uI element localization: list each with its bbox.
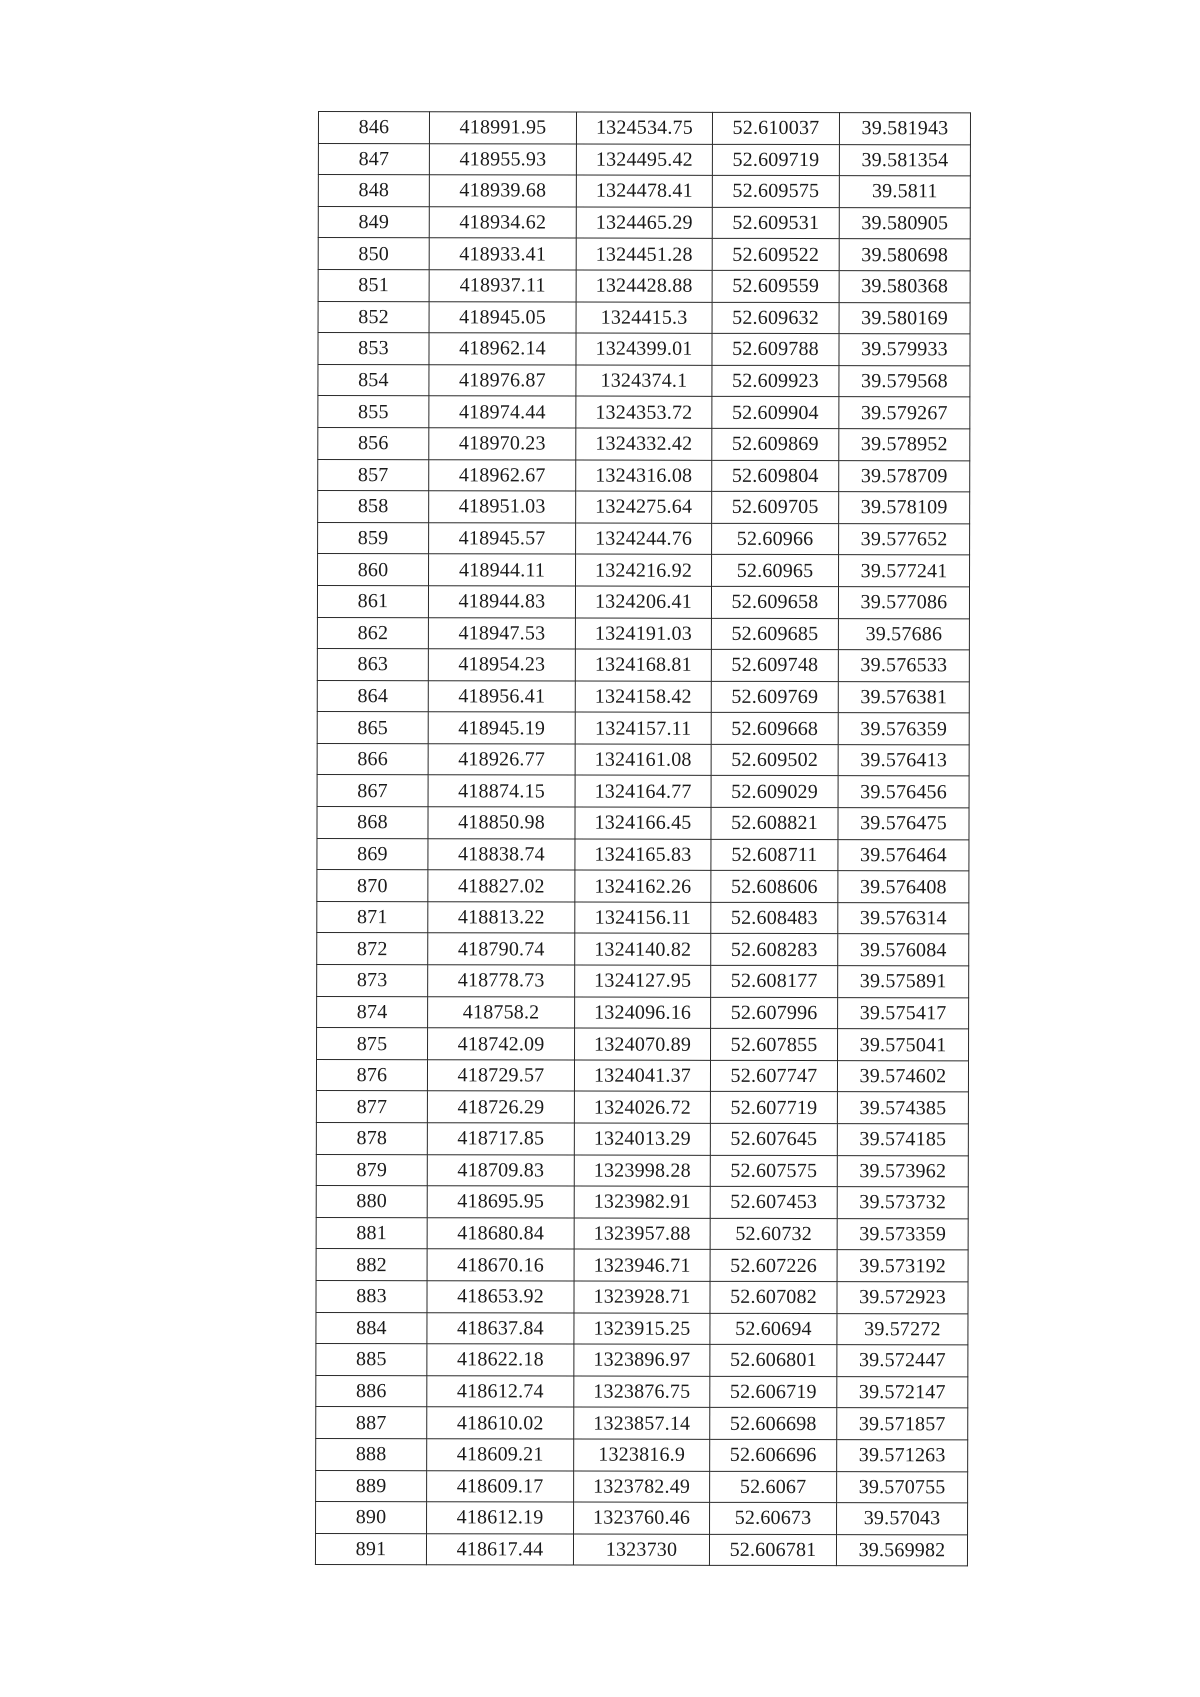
- latitude-cell: 52.606696: [710, 1439, 837, 1471]
- y-coordinate-cell: 1324399.01: [576, 333, 712, 365]
- latitude-cell: 52.609522: [712, 239, 839, 271]
- x-coordinate-cell: 418945.05: [429, 301, 576, 333]
- table-row: [317, 712, 969, 745]
- table-row: [317, 1028, 969, 1061]
- latitude-cell: 52.609502: [711, 744, 838, 776]
- x-coordinate-cell: 418974.44: [429, 396, 576, 428]
- y-coordinate-cell: 1324478.41: [576, 175, 712, 207]
- longitude-cell: 39.573962: [837, 1155, 968, 1187]
- longitude-cell: 39.577652: [839, 523, 970, 555]
- point-number-cell: 880: [316, 1186, 427, 1218]
- table-row: [316, 1312, 968, 1345]
- y-coordinate-cell: 1324041.37: [574, 1060, 710, 1092]
- table-row: [316, 1122, 968, 1155]
- x-coordinate-cell: 418670.16: [427, 1249, 574, 1281]
- point-number-cell: 855: [318, 396, 429, 428]
- latitude-cell: 52.607575: [710, 1155, 837, 1187]
- longitude-cell: 39.580905: [839, 207, 970, 239]
- latitude-cell: 52.609575: [712, 176, 839, 208]
- x-coordinate-cell: 418956.41: [428, 680, 575, 712]
- table-row: [318, 238, 970, 271]
- table-row: [317, 617, 969, 650]
- y-coordinate-cell: 1324158.42: [575, 681, 711, 713]
- y-coordinate-cell: 1324451.28: [576, 238, 712, 270]
- longitude-cell: 39.579568: [839, 365, 970, 397]
- y-coordinate-cell: 1324206.41: [575, 586, 711, 618]
- table-row: [318, 269, 970, 302]
- point-number-cell: 854: [318, 364, 429, 396]
- table-row: [316, 1280, 968, 1313]
- y-coordinate-cell: 1324166.45: [575, 807, 711, 839]
- x-coordinate-cell: 418970.23: [429, 428, 576, 460]
- latitude-cell: 52.609923: [712, 365, 839, 397]
- latitude-cell: 52.609668: [711, 713, 838, 745]
- table-row: [318, 427, 970, 460]
- table-row: [318, 206, 970, 239]
- longitude-cell: 39.574602: [837, 1060, 968, 1092]
- longitude-cell: 39.575891: [838, 966, 969, 998]
- point-number-cell: 865: [317, 712, 428, 744]
- x-coordinate-cell: 418680.84: [427, 1218, 574, 1250]
- point-number-cell: 860: [318, 554, 429, 586]
- y-coordinate-cell: 1324162.26: [575, 870, 711, 902]
- x-coordinate-cell: 418790.74: [428, 933, 575, 965]
- point-number-cell: 887: [316, 1407, 427, 1439]
- latitude-cell: 52.609769: [711, 681, 838, 713]
- latitude-cell: 52.607645: [710, 1123, 837, 1155]
- point-number-cell: 886: [316, 1375, 427, 1407]
- latitude-cell: 52.606801: [710, 1344, 837, 1376]
- x-coordinate-cell: 418726.29: [427, 1091, 574, 1123]
- x-coordinate-cell: 418813.22: [428, 902, 575, 934]
- latitude-cell: 52.606698: [710, 1408, 837, 1440]
- point-number-cell: 875: [317, 1028, 428, 1060]
- latitude-cell: 52.609531: [712, 207, 839, 239]
- latitude-cell: 52.608606: [711, 871, 838, 903]
- table-row: [318, 301, 970, 334]
- y-coordinate-cell: 1324157.11: [575, 712, 711, 744]
- table-row: [316, 1407, 968, 1440]
- coordinates-table: [315, 111, 971, 1567]
- longitude-cell: 39.581943: [839, 113, 970, 145]
- x-coordinate-cell: 418951.03: [429, 491, 576, 523]
- longitude-cell: 39.576381: [838, 681, 969, 713]
- latitude-cell: 52.607855: [711, 1029, 838, 1061]
- longitude-cell: 39.577086: [838, 586, 969, 618]
- y-coordinate-cell: 1323998.28: [574, 1155, 710, 1187]
- longitude-cell: 39.580698: [839, 239, 970, 271]
- x-coordinate-cell: 418947.53: [428, 617, 575, 649]
- table-row: [316, 1375, 968, 1408]
- latitude-cell: 52.609869: [712, 428, 839, 460]
- latitude-cell: 52.606719: [710, 1376, 837, 1408]
- point-number-cell: 864: [317, 680, 428, 712]
- latitude-cell: 52.607719: [710, 1092, 837, 1124]
- y-coordinate-cell: 1324140.82: [575, 933, 711, 965]
- y-coordinate-cell: 1324191.03: [575, 618, 711, 650]
- longitude-cell: 39.576456: [838, 776, 969, 808]
- y-coordinate-cell: 1324495.42: [576, 144, 712, 176]
- y-coordinate-cell: 1323928.71: [574, 1281, 710, 1313]
- y-coordinate-cell: 1324070.89: [575, 1028, 711, 1060]
- x-coordinate-cell: 418944.11: [429, 554, 576, 586]
- x-coordinate-cell: 418944.83: [428, 586, 575, 618]
- y-coordinate-cell: 1324168.81: [575, 649, 711, 681]
- latitude-cell: 52.609685: [711, 618, 838, 650]
- y-coordinate-cell: 1323816.9: [574, 1439, 710, 1471]
- point-number-cell: 856: [318, 427, 429, 459]
- table-row: [317, 807, 969, 840]
- y-coordinate-cell: 1324013.29: [574, 1123, 710, 1155]
- point-number-cell: 853: [318, 333, 429, 365]
- longitude-cell: 39.575041: [838, 1029, 969, 1061]
- table-row: [318, 333, 970, 366]
- latitude-cell: 52.609029: [711, 776, 838, 808]
- point-number-cell: 890: [316, 1502, 427, 1534]
- latitude-cell: 52.607453: [710, 1187, 837, 1219]
- y-coordinate-cell: 1323782.49: [574, 1471, 710, 1503]
- longitude-cell: 39.578952: [839, 429, 970, 461]
- latitude-cell: 52.609719: [712, 144, 839, 176]
- y-coordinate-cell: 1324156.11: [575, 902, 711, 934]
- longitude-cell: 39.572923: [837, 1282, 968, 1314]
- y-coordinate-cell: 1324316.08: [576, 460, 712, 492]
- x-coordinate-cell: 418758.2: [428, 996, 575, 1028]
- point-number-cell: 862: [317, 617, 428, 649]
- point-number-cell: 871: [317, 901, 428, 933]
- y-coordinate-cell: 1324165.83: [575, 839, 711, 871]
- longitude-cell: 39.576408: [838, 871, 969, 903]
- y-coordinate-cell: 1324026.72: [574, 1091, 710, 1123]
- x-coordinate-cell: 418933.41: [429, 238, 576, 270]
- point-number-cell: 883: [316, 1280, 427, 1312]
- table-row: [316, 1154, 968, 1187]
- latitude-cell: 52.609748: [711, 649, 838, 681]
- longitude-cell: 39.57272: [837, 1313, 968, 1345]
- y-coordinate-cell: 1324534.75: [576, 112, 712, 144]
- x-coordinate-cell: 418945.19: [428, 712, 575, 744]
- point-number-cell: 874: [317, 996, 428, 1028]
- y-coordinate-cell: 1323760.46: [574, 1502, 710, 1534]
- point-number-cell: 852: [318, 301, 429, 333]
- longitude-cell: 39.580169: [839, 302, 970, 334]
- y-coordinate-cell: 1324353.72: [576, 396, 712, 428]
- x-coordinate-cell: 418729.57: [427, 1060, 574, 1092]
- point-number-cell: 851: [318, 269, 429, 301]
- point-number-cell: 888: [316, 1438, 427, 1470]
- longitude-cell: 39.579267: [839, 397, 970, 429]
- table-row: [317, 870, 969, 903]
- point-number-cell: 870: [317, 870, 428, 902]
- latitude-cell: 52.609632: [712, 302, 839, 334]
- table-row: [318, 459, 970, 492]
- point-number-cell: 872: [317, 933, 428, 965]
- table-row: [316, 1186, 968, 1219]
- point-number-cell: 879: [316, 1154, 427, 1186]
- point-number-cell: 867: [317, 775, 428, 807]
- table-row: [316, 1502, 968, 1535]
- x-coordinate-cell: 418742.09: [428, 1028, 575, 1060]
- latitude-cell: 52.608177: [711, 965, 838, 997]
- table-row: [318, 175, 970, 208]
- latitude-cell: 52.608821: [711, 807, 838, 839]
- x-coordinate-cell: 418717.85: [427, 1123, 574, 1155]
- x-coordinate-cell: 418610.02: [427, 1407, 574, 1439]
- point-number-cell: 885: [316, 1344, 427, 1376]
- table-row: [317, 996, 969, 1029]
- latitude-cell: 52.6067: [710, 1471, 837, 1503]
- longitude-cell: 39.569982: [836, 1534, 967, 1566]
- latitude-cell: 52.607747: [710, 1060, 837, 1092]
- table-row: [317, 965, 969, 998]
- point-number-cell: 850: [318, 238, 429, 270]
- latitude-cell: 52.610037: [712, 112, 839, 144]
- longitude-cell: 39.5811: [839, 176, 970, 208]
- table-row: [317, 933, 969, 966]
- y-coordinate-cell: 1324161.08: [575, 744, 711, 776]
- longitude-cell: 39.576314: [838, 902, 969, 934]
- point-number-cell: 849: [318, 206, 429, 238]
- y-coordinate-cell: 1323946.71: [574, 1249, 710, 1281]
- longitude-cell: 39.573359: [837, 1218, 968, 1250]
- latitude-cell: 52.606781: [709, 1534, 836, 1566]
- table-row: [318, 522, 970, 555]
- point-number-cell: 876: [316, 1059, 427, 1091]
- coordinates-table-body: [315, 112, 970, 1567]
- longitude-cell: 39.571263: [837, 1440, 968, 1472]
- table-row: [316, 1217, 968, 1250]
- x-coordinate-cell: 418609.17: [427, 1470, 574, 1502]
- table-row: [315, 1533, 967, 1566]
- latitude-cell: 52.608711: [711, 839, 838, 871]
- table-row: [316, 1344, 968, 1377]
- y-coordinate-cell: 1324275.64: [576, 491, 712, 523]
- table-row: [316, 1249, 968, 1282]
- longitude-cell: 39.576464: [838, 839, 969, 871]
- table-row: [317, 775, 969, 808]
- latitude-cell: 52.60965: [712, 555, 839, 587]
- table-row: [317, 585, 969, 618]
- longitude-cell: 39.574385: [837, 1092, 968, 1124]
- latitude-cell: 52.60732: [710, 1218, 837, 1250]
- x-coordinate-cell: 418827.02: [428, 870, 575, 902]
- x-coordinate-cell: 418934.62: [429, 207, 576, 239]
- table-row: [317, 680, 969, 713]
- table-row: [318, 143, 970, 176]
- x-coordinate-cell: 418962.14: [429, 333, 576, 365]
- point-number-cell: 884: [316, 1312, 427, 1344]
- latitude-cell: 52.609658: [711, 586, 838, 618]
- table-row: [318, 112, 970, 145]
- x-coordinate-cell: 418955.93: [429, 143, 576, 175]
- y-coordinate-cell: 1324244.76: [576, 523, 712, 555]
- table-row: [317, 838, 969, 871]
- y-coordinate-cell: 1324164.77: [575, 776, 711, 808]
- longitude-cell: 39.57686: [838, 618, 969, 650]
- longitude-cell: 39.572447: [837, 1345, 968, 1377]
- y-coordinate-cell: 1323915.25: [574, 1313, 710, 1345]
- x-coordinate-cell: 418991.95: [429, 112, 576, 144]
- x-coordinate-cell: 418709.83: [427, 1154, 574, 1186]
- latitude-cell: 52.609788: [712, 333, 839, 365]
- point-number-cell: 882: [316, 1249, 427, 1281]
- x-coordinate-cell: 418937.11: [429, 270, 576, 302]
- point-number-cell: 857: [318, 459, 429, 491]
- x-coordinate-cell: 418778.73: [428, 965, 575, 997]
- point-number-cell: 861: [317, 585, 428, 617]
- y-coordinate-cell: 1324465.29: [576, 207, 712, 239]
- x-coordinate-cell: 418695.95: [427, 1186, 574, 1218]
- y-coordinate-cell: 1323876.75: [574, 1376, 710, 1408]
- x-coordinate-cell: 418838.74: [428, 838, 575, 870]
- y-coordinate-cell: 1324428.88: [576, 270, 712, 302]
- longitude-cell: 39.573732: [837, 1187, 968, 1219]
- point-number-cell: 873: [317, 965, 428, 997]
- point-number-cell: 891: [315, 1533, 426, 1565]
- longitude-cell: 39.57043: [837, 1503, 968, 1535]
- table-row: [316, 1091, 968, 1124]
- longitude-cell: 39.576533: [838, 650, 969, 682]
- longitude-cell: 39.576413: [838, 744, 969, 776]
- table-row: [316, 1470, 968, 1503]
- x-coordinate-cell: 418617.44: [426, 1533, 573, 1565]
- x-coordinate-cell: 418622.18: [427, 1344, 574, 1376]
- x-coordinate-cell: 418976.87: [429, 364, 576, 396]
- y-coordinate-cell: 1323982.91: [574, 1186, 710, 1218]
- point-number-cell: 869: [317, 838, 428, 870]
- x-coordinate-cell: 418945.57: [429, 522, 576, 554]
- latitude-cell: 52.607996: [711, 997, 838, 1029]
- latitude-cell: 52.60694: [710, 1313, 837, 1345]
- x-coordinate-cell: 418954.23: [428, 649, 575, 681]
- longitude-cell: 39.576084: [838, 934, 969, 966]
- x-coordinate-cell: 418612.19: [427, 1502, 574, 1534]
- point-number-cell: 847: [318, 143, 429, 175]
- y-coordinate-cell: 1323730: [573, 1534, 709, 1566]
- point-number-cell: 859: [318, 522, 429, 554]
- latitude-cell: 52.609904: [712, 397, 839, 429]
- point-number-cell: 848: [318, 175, 429, 207]
- x-coordinate-cell: 418612.74: [427, 1375, 574, 1407]
- longitude-cell: 39.576475: [838, 808, 969, 840]
- y-coordinate-cell: 1323957.88: [574, 1218, 710, 1250]
- y-coordinate-cell: 1324374.1: [576, 365, 712, 397]
- table-row: [316, 1438, 968, 1471]
- point-number-cell: 881: [316, 1217, 427, 1249]
- x-coordinate-cell: 418962.67: [429, 459, 576, 491]
- longitude-cell: 39.575417: [838, 997, 969, 1029]
- table-row: [318, 491, 970, 524]
- y-coordinate-cell: 1324127.95: [575, 965, 711, 997]
- y-coordinate-cell: 1323896.97: [574, 1344, 710, 1376]
- point-number-cell: 877: [316, 1091, 427, 1123]
- longitude-cell: 39.573192: [837, 1250, 968, 1282]
- y-coordinate-cell: 1324415.3: [576, 302, 712, 334]
- y-coordinate-cell: 1324332.42: [576, 428, 712, 460]
- point-number-cell: 846: [318, 112, 429, 144]
- point-number-cell: 858: [318, 491, 429, 523]
- y-coordinate-cell: 1324096.16: [575, 997, 711, 1029]
- point-number-cell: 889: [316, 1470, 427, 1502]
- y-coordinate-cell: 1324216.92: [576, 554, 712, 586]
- latitude-cell: 52.60673: [710, 1502, 837, 1534]
- longitude-cell: 39.578709: [839, 460, 970, 492]
- latitude-cell: 52.609559: [712, 270, 839, 302]
- table-row: [317, 901, 969, 934]
- longitude-cell: 39.579933: [839, 334, 970, 366]
- latitude-cell: 52.60966: [712, 523, 839, 555]
- longitude-cell: 39.572147: [837, 1376, 968, 1408]
- x-coordinate-cell: 418926.77: [428, 744, 575, 776]
- longitude-cell: 39.581354: [839, 144, 970, 176]
- longitude-cell: 39.571857: [837, 1408, 968, 1440]
- x-coordinate-cell: 418637.84: [427, 1312, 574, 1344]
- table-row: [316, 1059, 968, 1092]
- longitude-cell: 39.570755: [837, 1471, 968, 1503]
- latitude-cell: 52.609804: [712, 460, 839, 492]
- table-row: [317, 743, 969, 776]
- point-number-cell: 866: [317, 743, 428, 775]
- longitude-cell: 39.578109: [839, 492, 970, 524]
- longitude-cell: 39.580368: [839, 271, 970, 303]
- longitude-cell: 39.576359: [838, 713, 969, 745]
- y-coordinate-cell: 1323857.14: [574, 1407, 710, 1439]
- table-row: [318, 396, 970, 429]
- point-number-cell: 878: [316, 1122, 427, 1154]
- latitude-cell: 52.609705: [712, 491, 839, 523]
- longitude-cell: 39.574185: [837, 1124, 968, 1156]
- latitude-cell: 52.608483: [711, 902, 838, 934]
- x-coordinate-cell: 418653.92: [427, 1281, 574, 1313]
- table-row: [317, 649, 969, 682]
- x-coordinate-cell: 418874.15: [428, 775, 575, 807]
- x-coordinate-cell: 418939.68: [429, 175, 576, 207]
- table-row: [318, 554, 970, 587]
- x-coordinate-cell: 418609.21: [427, 1439, 574, 1471]
- longitude-cell: 39.577241: [839, 555, 970, 587]
- latitude-cell: 52.608283: [711, 934, 838, 966]
- x-coordinate-cell: 418850.98: [428, 807, 575, 839]
- point-number-cell: 863: [317, 649, 428, 681]
- table-row: [318, 364, 970, 397]
- point-number-cell: 868: [317, 807, 428, 839]
- latitude-cell: 52.607226: [710, 1250, 837, 1282]
- latitude-cell: 52.607082: [710, 1281, 837, 1313]
